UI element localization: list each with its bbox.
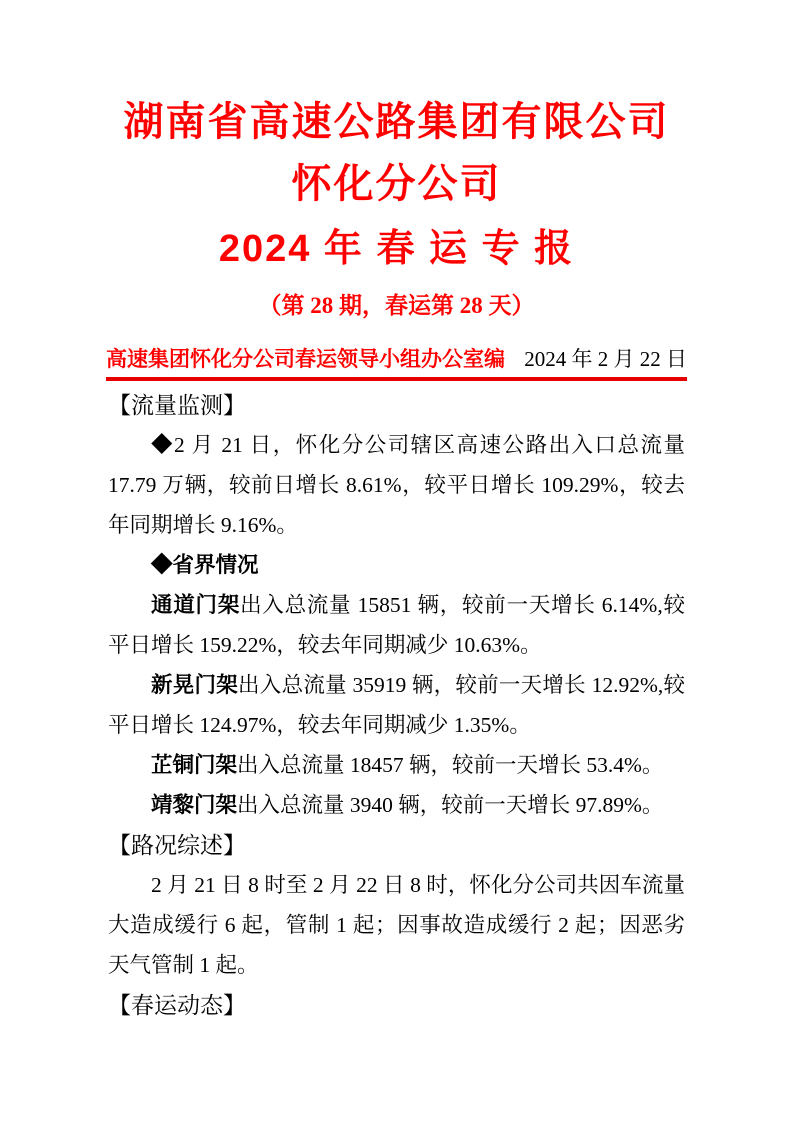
editor-row <box>106 346 687 381</box>
report-title: 2024 年 春 运 专 报 <box>218 228 575 270</box>
org-title-line1: 湖南省高速公路集团有限公司 <box>123 100 670 144</box>
paragraph-road-summary <box>108 865 685 985</box>
paragraph-text: 出入总流量 3940 辆，较前一天增长 97.89%。 <box>237 793 664 817</box>
paragraph-text: 2 月 21 日 8 时至 2 月 22 日 8 时，怀化分公司共因车流量大造成缓行 6 起，管制 1 起；因事故造成缓行 2 起；因恶劣天气管制 1 起。 <box>108 873 685 977</box>
paragraph-text: 出入总流量 35919 辆，较前一天增长 12.92%,较平日增长 124.97%，较去年同期减少 1.35%。 <box>108 673 685 737</box>
section-heading-spring-festival-news: 【春运动态】 <box>108 992 246 1018</box>
document-body <box>108 385 685 1025</box>
publish-date: 2024 年 2 月 22 日 <box>524 347 687 371</box>
gantry-name: 芷铜门架 <box>151 753 238 777</box>
paragraph-text: 出入总流量 18457 辆，较前一天增长 53.4%。 <box>237 753 664 777</box>
section-heading-road-conditions: 【路况综述】 <box>108 832 246 858</box>
paragraph-gantry-zhitong <box>108 745 685 785</box>
gantry-name: 通道门架 <box>151 593 241 617</box>
issue-subtitle: （第 28 期，春运第 28 天） <box>258 293 535 318</box>
section-heading-traffic-monitor: 【流量监测】 <box>108 392 246 418</box>
gantry-name: 靖黎门架 <box>151 793 238 817</box>
subheading-province-border <box>108 545 685 585</box>
editor-office-label: 高速集团怀化分公司春运领导小组办公室编 <box>106 347 505 371</box>
paragraph-text: 出入总流量 15851 辆，较前一天增长 6.14%,较平日增长 159.22%，较去年同期减少 10.63%。 <box>108 593 685 657</box>
paragraph-gantry-tongdao <box>108 585 685 665</box>
paragraph-gantry-jingli <box>108 785 685 825</box>
paragraph-gantry-xinhuang <box>108 665 685 745</box>
paragraph-total-flow <box>108 425 685 545</box>
gantry-name: 新晃门架 <box>151 673 239 697</box>
paragraph-text: ◆省界情况 <box>151 553 259 577</box>
document-header <box>0 0 793 320</box>
paragraph-text: ◆2 月 21 日，怀化分公司辖区高速公路出入口总流量 17.79 万辆，较前日增长 8.61%，较平日增长 109.29%，较去年同期增长 9.16%。 <box>108 433 685 537</box>
org-title-line2: 怀化分公司 <box>291 162 502 206</box>
